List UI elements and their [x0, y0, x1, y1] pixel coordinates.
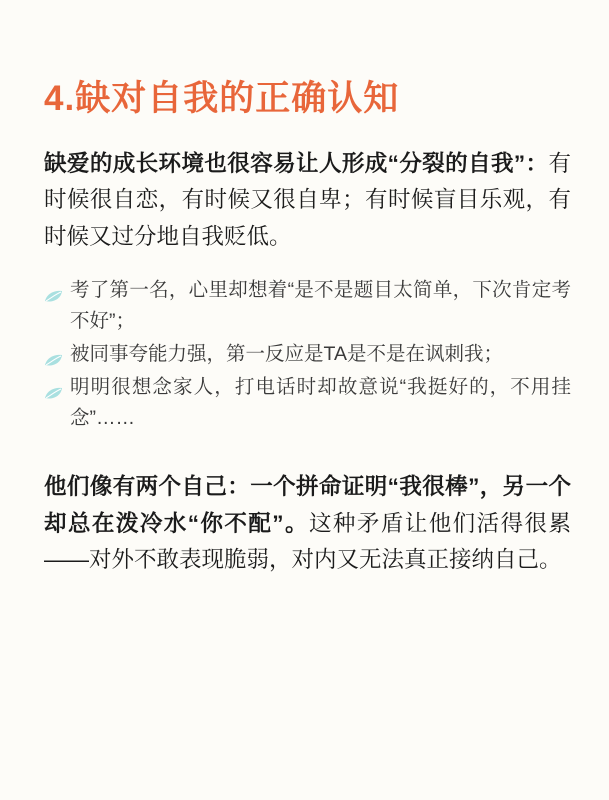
list-item — [44, 372, 571, 434]
leaf-icon — [44, 346, 63, 359]
list-item-label: 被同事夸能力强，第一反应是TA是不是在讽刺我； — [70, 342, 503, 365]
paragraph-intro — [44, 146, 571, 255]
example-list — [44, 275, 571, 433]
leaf-icon — [44, 379, 63, 392]
list-item — [44, 339, 571, 370]
paragraph-conclusion-rest: 这种矛盾让他们活得很累——对外不敢表现脆弱，对内又无法真正接纳自己。 — [44, 510, 571, 573]
page-title: 4.缺对自我的正确认知 — [44, 79, 400, 118]
list-item-label: 明明很想念家人，打电话时却故意说“我挺好的，不用挂念”…… — [70, 375, 571, 429]
list-item-label: 考了第一名，心里却想着“是不是题目太简单，下次肯定考不好”； — [70, 279, 571, 333]
paragraph-intro-lead: 缺爱的成长环境也很容易让人形成“分裂的自我”： — [44, 151, 549, 176]
paragraph-conclusion-lead: 他们像有两个自己：一个拼命证明“我很棒”，另一个却总在泼冷水“你不配”。 — [44, 474, 571, 536]
paragraph-intro-rest: 有时候很自恋，有时候又很自卑；有时候盲目乐观，有时候又过分地自我贬低。 — [44, 151, 571, 249]
section-spacer — [44, 435, 571, 469]
paragraph-conclusion — [44, 469, 571, 578]
leaf-icon — [44, 282, 63, 295]
list-item — [44, 275, 571, 337]
